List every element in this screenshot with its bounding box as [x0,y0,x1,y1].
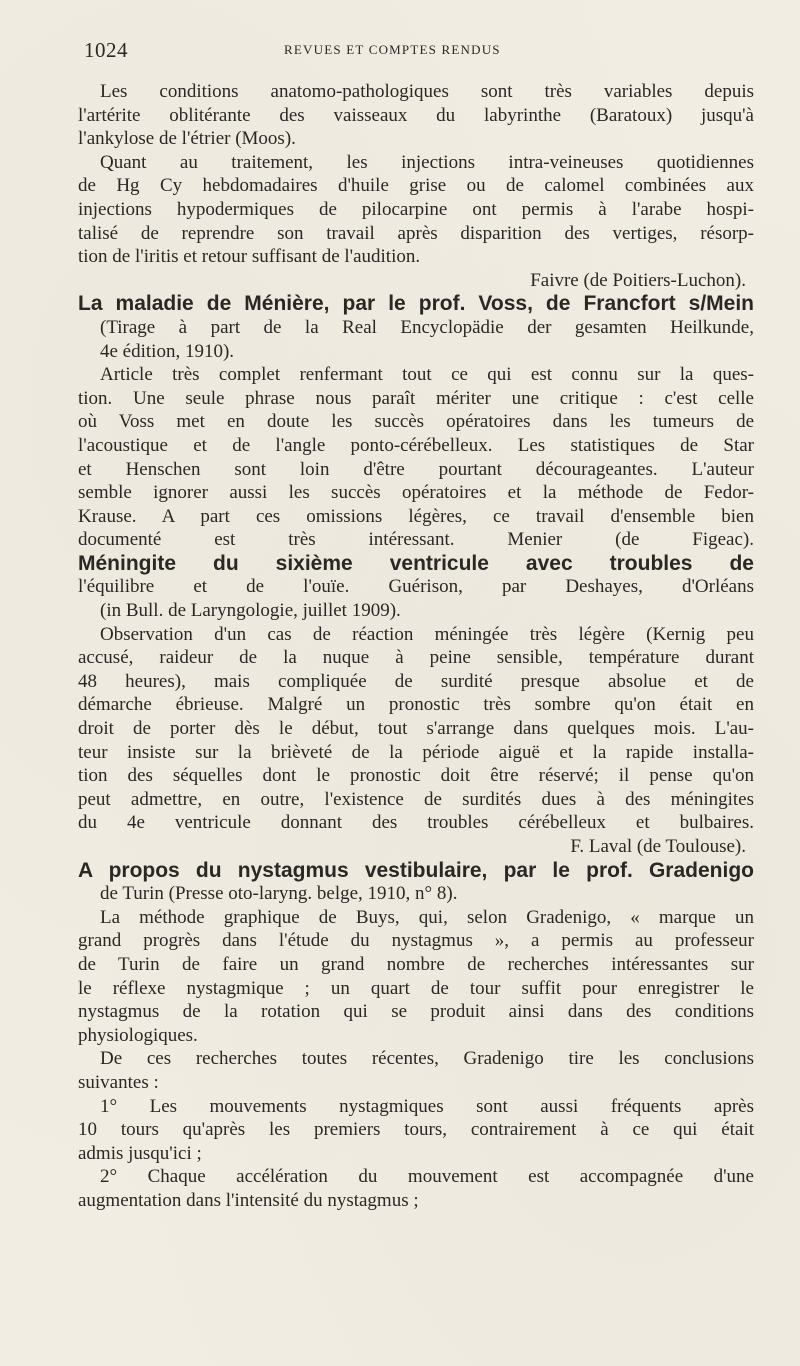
text-line: où Voss met en doute les succès opératoires dans les tumeurs de [78,411,754,433]
text-line: La maladie de Ménière, par le prof. Voss, de Francfort s/Mein [78,292,754,316]
text-line: augmentation dans l'intensité du nystagmus ; [78,1189,419,1211]
text-line: de Turin (Presse oto-laryng. belge, 1910, n° 8). [100,883,458,905]
text-line: Article très complet renfermant tout ce qui est connu sur la ques- [100,364,754,386]
page-header [84,38,756,64]
text-line: Quant au traitement, les injections intra-veineuses quotidiennes [100,151,754,173]
text-line: admis jusqu'ici ; [78,1142,202,1164]
text-line: droit de porter dès le début, tout s'arrange dans quelques mois. L'au- [78,718,754,740]
text-line: l'acoustique et de l'angle ponto-cérébelleux. Les statistiques de Star [78,434,754,456]
author-signature: Faivre (de Poitiers-Luchon). [530,269,746,291]
text-line: semble ignorer aussi les succès opératoires et la méthode de Fedor- [78,482,754,504]
text-line: 48 heures), mais compliquée de surdité presque absolue et de [78,670,754,692]
text-line: Les conditions anatomo-pathologiques sont très variables depuis [100,81,754,102]
text-line: de Turin de faire un grand nombre de recherches intéressantes sur [78,953,754,975]
text-line: 4e édition, 1910). [100,340,235,362]
text-line: A propos du nystagmus vestibulaire, par le prof. Gradenigo [78,858,754,882]
text-line: peut admettre, en outre, l'existence de surdités dues à des méningites [78,788,754,810]
text-line: l'artérite oblitérante des vaisseaux du labyrinthe (Baratoux) jusqu'à [78,104,754,126]
text-line: De ces recherches toutes récentes, Gradenigo tire les conclusions [100,1048,754,1070]
author-signature: F. Laval (de Toulouse). [570,836,746,857]
text-line: documenté est très intéressant. Menier (de Figeac). [78,529,754,551]
body-text [78,80,754,1213]
article-title [78,859,754,883]
text-line: (Tirage à part de la Real Encyclopädie der gesamten Heilkunde, [100,316,754,338]
running-head: REVUES ET COMPTES RENDUS [284,42,501,57]
text-line: suivantes : [78,1071,159,1093]
text-line: injections hypodermiques de pilocarpine ont permis à l'arabe hospi- [78,198,754,220]
text-line: l'équilibre et de l'ouïe. Guérison, par Deshayes, d'Orléans [78,576,754,598]
text-line: 10 tours qu'après les premiers tours, contrairement à ce qui était [78,1119,754,1141]
text-line: du 4e ventricule donnant des troubles cérébelleux et bulbaires. [78,812,754,834]
text-line: grand progrès dans l'étude du nystagmus », a permis au professeur [78,930,754,952]
text-line: physiologiques. [78,1024,198,1046]
text-line: teur insiste sur la brièveté de la période aiguë et la rapide installa- [78,741,754,763]
text-line: talisé de reprendre son travail après disparition des vertiges, résorp- [78,222,754,244]
text-line: tion de l'iritis et retour suffisant de l'audition. [78,246,421,268]
text-line: La méthode graphique de Buys, qui, selon Gradenigo, « marque un [100,906,754,928]
text-line: Observation d'un cas de réaction méningée très légère (Kernig peu [100,623,754,645]
text-line: tion. Une seule phrase nous paraît mériter une critique : c'est celle [78,387,754,409]
article-title: Méningite du sixième ventricule avec troubles de [78,551,754,575]
text-line: Krause. A part ces omissions légères, ce travail d'ensemble bien [78,505,754,527]
text-line: 2° Chaque accélération du mouvement est accompagnée d'une [100,1166,754,1188]
page-number: 1024 [84,38,128,62]
text-line: tion des séquelles dont le pronostic doit être réservé; il pense qu'on [78,765,754,787]
text-line: 1° Les mouvements nystagmiques sont aussi fréquents après [100,1095,754,1117]
article-title [78,292,754,316]
text-line: (in Bull. de Laryngologie, juillet 1909). [100,600,401,622]
text-line: démarche ébrieuse. Malgré un pronostic très sombre qu'on était en [78,694,754,716]
text-line: l'ankylose de l'étrier (Moos). [78,128,296,150]
text-line: de Hg Cy hebdomadaires d'huile grise ou de calomel combinées aux [78,175,754,197]
text-line: et Henschen sont loin d'être pourtant décourageantes. L'auteur [78,458,754,480]
text-line: nystagmus de la rotation qui se produit ainsi dans des conditions [78,1001,754,1023]
text-line: accusé, raideur de la nuque à peine sensible, température durant [78,647,754,669]
text-line: le réflexe nystagmique ; un quart de tour suffit pour enregistrer le [78,977,754,999]
